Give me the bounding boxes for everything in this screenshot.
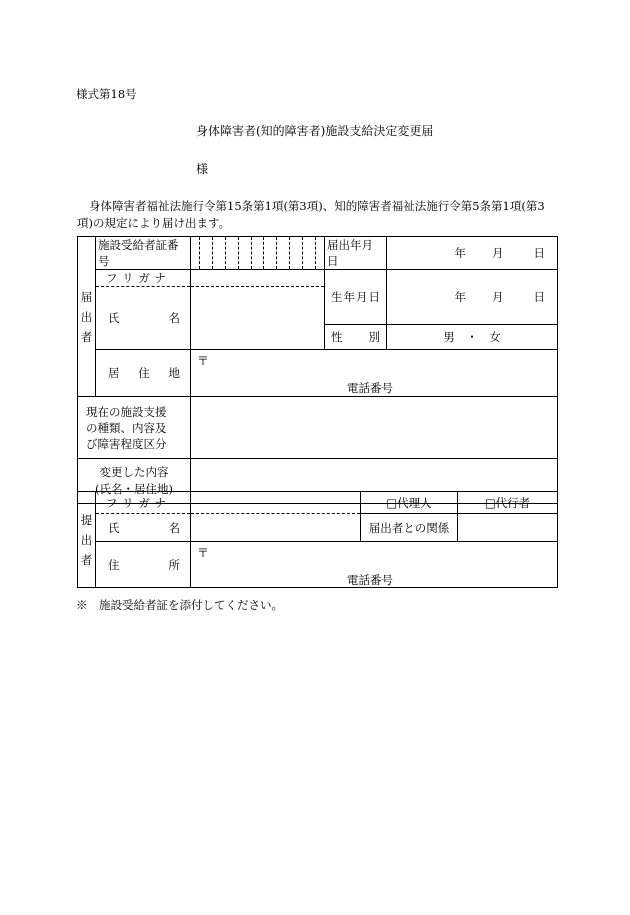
filing-date-field[interactable]: 年 月 日	[387, 237, 558, 270]
submitter-phone-label: 電話番号	[347, 573, 393, 587]
residence-label: 居 住 地	[96, 350, 191, 397]
form-title: 身体障害者(知的障害者)施設支給決定変更届	[196, 124, 434, 138]
furigana-field[interactable]	[191, 270, 325, 287]
current-facility-label: 現在の施設支援の種類、内容及び障害程度区分	[78, 397, 191, 459]
notifier-table	[77, 236, 558, 504]
name-field[interactable]	[191, 287, 325, 350]
birth-date-label: 生 年 月 日	[325, 270, 387, 325]
form-number: 様式第18号	[76, 87, 137, 101]
submitter-furigana-label: フ リ ガ ナ	[96, 492, 191, 514]
residence-field[interactable]	[191, 350, 558, 397]
gender-options[interactable]: 男 ・ 女	[387, 325, 558, 350]
attachment-note: ※ 施設受給者証を添付してください。	[76, 598, 283, 612]
submitter-section-label: 提 出 者	[78, 492, 96, 588]
changed-content-label: 変更した内容 (氏名・居住地)	[78, 459, 191, 504]
postal-mark: 〒	[197, 354, 210, 368]
relationship-label: 届出者との関係	[361, 514, 458, 542]
submitter-table	[77, 491, 558, 588]
submitter-name-label: 氏 名	[96, 514, 191, 542]
furigana-label: フ リ ガ ナ	[96, 270, 191, 287]
gender-label: 性 別	[325, 325, 387, 350]
agent-option[interactable]: □代理人	[361, 492, 458, 514]
cert-number-field[interactable]	[191, 237, 325, 270]
submitter-name-field[interactable]	[191, 514, 361, 542]
filing-date-label: 届出年月日	[325, 237, 387, 270]
submitter-postal-mark: 〒	[197, 546, 210, 560]
relationship-field[interactable]	[458, 514, 558, 542]
addressee-label: 様	[196, 162, 209, 176]
birth-date-field[interactable]: 年 月 日	[387, 270, 558, 325]
submitter-furigana-field[interactable]	[191, 492, 361, 514]
current-facility-field[interactable]	[191, 397, 558, 459]
proxy-option[interactable]: □代行者	[458, 492, 558, 514]
cert-number-label: 施設受給者証番号	[96, 237, 191, 270]
intro-text: 身体障害者福祉法施行令第15条第1項(第3項)、知的障害者福祉法施行令第5条第1項(第3項)の規定により届け出ます。	[77, 199, 545, 230]
phone-label: 電話番号	[347, 381, 393, 395]
notifier-section-label: 届 出 者	[78, 237, 96, 397]
name-label: 氏 名	[96, 287, 191, 350]
submitter-address-field[interactable]	[191, 542, 558, 588]
submitter-address-label: 住 所	[96, 542, 191, 588]
